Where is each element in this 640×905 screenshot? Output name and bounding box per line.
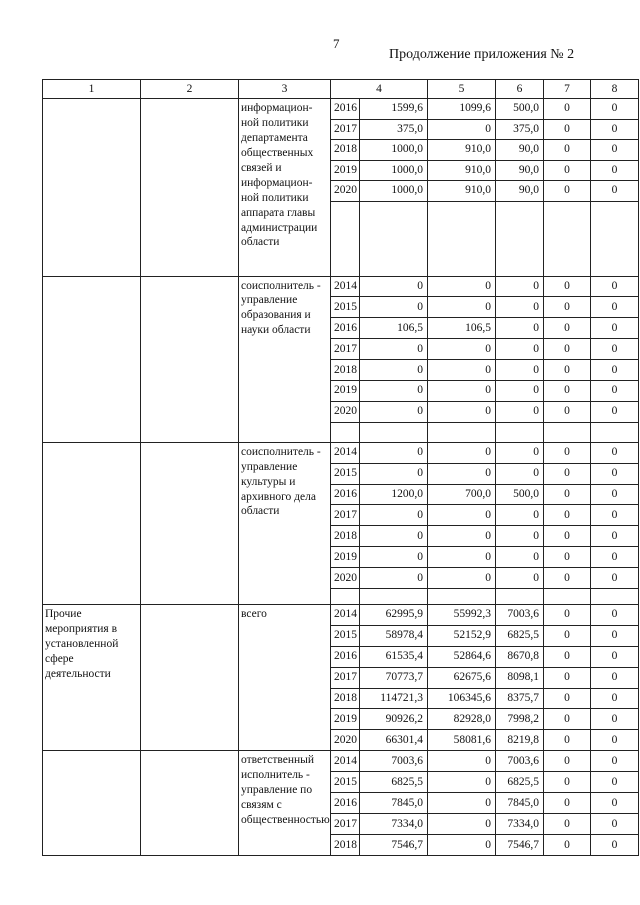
federal-value-cell: 0 <box>428 526 496 547</box>
federal-value-cell: 910,0 <box>428 160 496 181</box>
federal-value-cell: 910,0 <box>428 140 496 161</box>
other-value-cell: 0 <box>591 339 639 360</box>
local-value-cell: 0 <box>544 99 591 120</box>
federal-value-cell: 52152,9 <box>428 625 496 646</box>
federal-value-cell: 0 <box>428 119 496 140</box>
year-cell: 2018 <box>331 526 360 547</box>
total-value-cell: 7845,0 <box>360 793 428 814</box>
regional-value-cell: 8375,7 <box>496 688 544 709</box>
other-value-cell: 0 <box>591 688 639 709</box>
other-value-cell: 0 <box>591 401 639 422</box>
executor-cell: соисполнитель - управление культуры и архивного дела области <box>239 442 331 604</box>
total-value-cell: 0 <box>360 380 428 401</box>
other-value-cell: 0 <box>591 625 639 646</box>
table-row <box>43 604 639 625</box>
filler-cell <box>496 201 544 276</box>
local-value-cell: 0 <box>544 835 591 856</box>
local-value-cell: 0 <box>544 401 591 422</box>
table-row <box>43 442 639 463</box>
total-value-cell: 0 <box>360 463 428 484</box>
executor-cell: всего <box>239 604 331 750</box>
other-value-cell: 0 <box>591 772 639 793</box>
total-value-cell: 61535,4 <box>360 646 428 667</box>
federal-value-cell: 700,0 <box>428 484 496 505</box>
filler-cell <box>591 588 639 604</box>
year-cell: 2015 <box>331 625 360 646</box>
year-cell: 2019 <box>331 380 360 401</box>
measure-name-cell <box>43 751 141 856</box>
regional-value-cell: 8098,1 <box>496 667 544 688</box>
federal-value-cell: 0 <box>428 297 496 318</box>
local-value-cell: 0 <box>544 463 591 484</box>
regional-value-cell: 500,0 <box>496 484 544 505</box>
total-value-cell: 1000,0 <box>360 181 428 202</box>
local-value-cell: 0 <box>544 160 591 181</box>
total-value-cell: 0 <box>360 526 428 547</box>
measure-name-cell <box>43 276 141 442</box>
total-value-cell: 0 <box>360 401 428 422</box>
filler-cell <box>428 588 496 604</box>
other-value-cell: 0 <box>591 547 639 568</box>
federal-value-cell: 52864,6 <box>428 646 496 667</box>
local-value-cell: 0 <box>544 667 591 688</box>
column-2-cell <box>141 751 239 856</box>
other-value-cell: 0 <box>591 297 639 318</box>
table-row <box>43 751 639 772</box>
measure-name-cell <box>43 442 141 604</box>
total-value-cell: 0 <box>360 360 428 381</box>
year-cell: 2016 <box>331 484 360 505</box>
filler-cell <box>496 588 544 604</box>
total-value-cell: 375,0 <box>360 119 428 140</box>
year-cell: 2015 <box>331 297 360 318</box>
column-2-cell <box>141 442 239 604</box>
regional-value-cell: 7998,2 <box>496 709 544 730</box>
col-header-1: 1 <box>43 80 141 99</box>
regional-value-cell: 0 <box>496 380 544 401</box>
year-cell: 2020 <box>331 181 360 202</box>
local-value-cell: 0 <box>544 140 591 161</box>
federal-value-cell: 0 <box>428 442 496 463</box>
regional-value-cell: 8670,8 <box>496 646 544 667</box>
year-cell: 2016 <box>331 646 360 667</box>
local-value-cell: 0 <box>544 442 591 463</box>
local-value-cell: 0 <box>544 484 591 505</box>
regional-value-cell: 8219,8 <box>496 730 544 751</box>
year-cell: 2017 <box>331 505 360 526</box>
regional-value-cell: 0 <box>496 339 544 360</box>
year-cell: 2017 <box>331 339 360 360</box>
regional-value-cell: 0 <box>496 297 544 318</box>
table-row <box>43 276 639 297</box>
federal-value-cell: 0 <box>428 835 496 856</box>
other-value-cell: 0 <box>591 526 639 547</box>
federal-value-cell: 0 <box>428 568 496 589</box>
col-header-3: 3 <box>239 80 331 99</box>
col-header-8: 8 <box>591 80 639 99</box>
year-cell: 2017 <box>331 814 360 835</box>
other-value-cell: 0 <box>591 568 639 589</box>
local-value-cell: 0 <box>544 526 591 547</box>
filler-cell <box>544 201 591 276</box>
federal-value-cell: 0 <box>428 793 496 814</box>
other-value-cell: 0 <box>591 793 639 814</box>
local-value-cell: 0 <box>544 709 591 730</box>
regional-value-cell: 0 <box>496 463 544 484</box>
other-value-cell: 0 <box>591 835 639 856</box>
measure-name-cell <box>43 99 141 277</box>
col-header-4: 4 <box>331 80 428 99</box>
regional-value-cell: 7546,7 <box>496 835 544 856</box>
executor-cell: информацион-ной политики департамента общественных связей и информацион-ной политики аппарата главы администрации области <box>239 99 331 277</box>
total-value-cell: 7003,6 <box>360 751 428 772</box>
col-header-6: 6 <box>496 80 544 99</box>
year-cell: 2020 <box>331 568 360 589</box>
federal-value-cell: 82928,0 <box>428 709 496 730</box>
federal-value-cell: 62675,6 <box>428 667 496 688</box>
appendix-header: Продолжение приложения № 2 <box>389 47 575 62</box>
other-value-cell: 0 <box>591 442 639 463</box>
year-cell: 2018 <box>331 835 360 856</box>
regional-value-cell: 0 <box>496 442 544 463</box>
total-value-cell: 70773,7 <box>360 667 428 688</box>
other-value-cell: 0 <box>591 380 639 401</box>
total-value-cell: 90926,2 <box>360 709 428 730</box>
regional-value-cell: 90,0 <box>496 140 544 161</box>
federal-value-cell: 0 <box>428 814 496 835</box>
regional-value-cell: 500,0 <box>496 99 544 120</box>
total-value-cell: 0 <box>360 505 428 526</box>
header-row <box>43 80 639 99</box>
regional-value-cell: 90,0 <box>496 160 544 181</box>
measure-name-cell: Прочие мероприятия в установленной сфере деятельности <box>43 604 141 750</box>
year-cell: 2020 <box>331 401 360 422</box>
regional-value-cell: 7845,0 <box>496 793 544 814</box>
filler-cell <box>544 588 591 604</box>
year-cell: 2018 <box>331 688 360 709</box>
local-value-cell: 0 <box>544 339 591 360</box>
other-value-cell: 0 <box>591 646 639 667</box>
filler-cell <box>331 588 360 604</box>
regional-value-cell: 6825,5 <box>496 625 544 646</box>
other-value-cell: 0 <box>591 463 639 484</box>
federal-value-cell: 0 <box>428 276 496 297</box>
other-value-cell: 0 <box>591 318 639 339</box>
executor-cell: соисполнитель - управление образования и науки области <box>239 276 331 442</box>
year-cell: 2019 <box>331 709 360 730</box>
local-value-cell: 0 <box>544 547 591 568</box>
year-cell: 2019 <box>331 547 360 568</box>
federal-value-cell: 106345,6 <box>428 688 496 709</box>
federal-value-cell: 0 <box>428 401 496 422</box>
total-value-cell: 0 <box>360 442 428 463</box>
federal-value-cell: 1099,6 <box>428 99 496 120</box>
other-value-cell: 0 <box>591 140 639 161</box>
year-cell: 2014 <box>331 751 360 772</box>
filler-cell <box>591 422 639 442</box>
filler-cell <box>544 422 591 442</box>
filler-cell <box>331 201 360 276</box>
total-value-cell: 0 <box>360 547 428 568</box>
filler-cell <box>428 201 496 276</box>
page-number: 7 <box>333 36 340 51</box>
other-value-cell: 0 <box>591 505 639 526</box>
local-value-cell: 0 <box>544 380 591 401</box>
year-cell: 2020 <box>331 730 360 751</box>
local-value-cell: 0 <box>544 119 591 140</box>
column-2-cell <box>141 604 239 750</box>
table-row <box>43 99 639 120</box>
federal-value-cell: 0 <box>428 463 496 484</box>
regional-value-cell: 0 <box>496 526 544 547</box>
year-cell: 2015 <box>331 772 360 793</box>
total-value-cell: 1599,6 <box>360 99 428 120</box>
total-value-cell: 1000,0 <box>360 140 428 161</box>
year-cell: 2016 <box>331 793 360 814</box>
local-value-cell: 0 <box>544 730 591 751</box>
year-cell: 2015 <box>331 463 360 484</box>
total-value-cell: 114721,3 <box>360 688 428 709</box>
local-value-cell: 0 <box>544 568 591 589</box>
local-value-cell: 0 <box>544 181 591 202</box>
regional-value-cell: 0 <box>496 401 544 422</box>
federal-value-cell: 58081,6 <box>428 730 496 751</box>
year-cell: 2014 <box>331 276 360 297</box>
other-value-cell: 0 <box>591 751 639 772</box>
federal-value-cell: 55992,3 <box>428 604 496 625</box>
regional-value-cell: 90,0 <box>496 181 544 202</box>
total-value-cell: 1200,0 <box>360 484 428 505</box>
column-2-cell <box>141 276 239 442</box>
filler-cell <box>496 422 544 442</box>
year-cell: 2017 <box>331 119 360 140</box>
filler-cell <box>360 201 428 276</box>
year-cell: 2016 <box>331 99 360 120</box>
federal-value-cell: 0 <box>428 772 496 793</box>
federal-value-cell: 0 <box>428 751 496 772</box>
total-value-cell: 7334,0 <box>360 814 428 835</box>
local-value-cell: 0 <box>544 646 591 667</box>
regional-value-cell: 7003,6 <box>496 751 544 772</box>
regional-value-cell: 6825,5 <box>496 772 544 793</box>
filler-cell <box>360 422 428 442</box>
local-value-cell: 0 <box>544 772 591 793</box>
col-header-2: 2 <box>141 80 239 99</box>
regional-value-cell: 0 <box>496 505 544 526</box>
other-value-cell: 0 <box>591 181 639 202</box>
filler-cell <box>428 422 496 442</box>
total-value-cell: 62995,9 <box>360 604 428 625</box>
total-value-cell: 66301,4 <box>360 730 428 751</box>
year-cell: 2018 <box>331 140 360 161</box>
regional-value-cell: 0 <box>496 318 544 339</box>
other-value-cell: 0 <box>591 709 639 730</box>
other-value-cell: 0 <box>591 160 639 181</box>
other-value-cell: 0 <box>591 604 639 625</box>
federal-value-cell: 0 <box>428 339 496 360</box>
filler-cell <box>591 201 639 276</box>
regional-value-cell: 7003,6 <box>496 604 544 625</box>
regional-value-cell: 0 <box>496 276 544 297</box>
regional-value-cell: 0 <box>496 547 544 568</box>
federal-value-cell: 106,5 <box>428 318 496 339</box>
local-value-cell: 0 <box>544 505 591 526</box>
local-value-cell: 0 <box>544 793 591 814</box>
other-value-cell: 0 <box>591 484 639 505</box>
local-value-cell: 0 <box>544 318 591 339</box>
col-header-5: 5 <box>428 80 496 99</box>
other-value-cell: 0 <box>591 360 639 381</box>
filler-cell <box>331 422 360 442</box>
federal-value-cell: 0 <box>428 547 496 568</box>
total-value-cell: 0 <box>360 297 428 318</box>
total-value-cell: 0 <box>360 568 428 589</box>
federal-value-cell: 0 <box>428 505 496 526</box>
local-value-cell: 0 <box>544 297 591 318</box>
regional-value-cell: 0 <box>496 568 544 589</box>
total-value-cell: 6825,5 <box>360 772 428 793</box>
regional-value-cell: 0 <box>496 360 544 381</box>
total-value-cell: 7546,7 <box>360 835 428 856</box>
other-value-cell: 0 <box>591 667 639 688</box>
local-value-cell: 0 <box>544 625 591 646</box>
other-value-cell: 0 <box>591 99 639 120</box>
other-value-cell: 0 <box>591 119 639 140</box>
funding-table <box>42 79 639 856</box>
column-2-cell <box>141 99 239 277</box>
regional-value-cell: 7334,0 <box>496 814 544 835</box>
other-value-cell: 0 <box>591 276 639 297</box>
local-value-cell: 0 <box>544 604 591 625</box>
local-value-cell: 0 <box>544 688 591 709</box>
year-cell: 2018 <box>331 360 360 381</box>
other-value-cell: 0 <box>591 730 639 751</box>
other-value-cell: 0 <box>591 814 639 835</box>
total-value-cell: 106,5 <box>360 318 428 339</box>
year-cell: 2019 <box>331 160 360 181</box>
local-value-cell: 0 <box>544 814 591 835</box>
federal-value-cell: 0 <box>428 360 496 381</box>
total-value-cell: 0 <box>360 276 428 297</box>
federal-value-cell: 910,0 <box>428 181 496 202</box>
total-value-cell: 0 <box>360 339 428 360</box>
federal-value-cell: 0 <box>428 380 496 401</box>
total-value-cell: 58978,4 <box>360 625 428 646</box>
local-value-cell: 0 <box>544 276 591 297</box>
year-cell: 2014 <box>331 604 360 625</box>
local-value-cell: 0 <box>544 360 591 381</box>
filler-cell <box>360 588 428 604</box>
executor-cell: ответственный исполнитель - управление по связям с общественностью <box>239 751 331 856</box>
year-cell: 2017 <box>331 667 360 688</box>
local-value-cell: 0 <box>544 751 591 772</box>
year-cell: 2016 <box>331 318 360 339</box>
regional-value-cell: 375,0 <box>496 119 544 140</box>
total-value-cell: 1000,0 <box>360 160 428 181</box>
year-cell: 2014 <box>331 442 360 463</box>
col-header-7: 7 <box>544 80 591 99</box>
